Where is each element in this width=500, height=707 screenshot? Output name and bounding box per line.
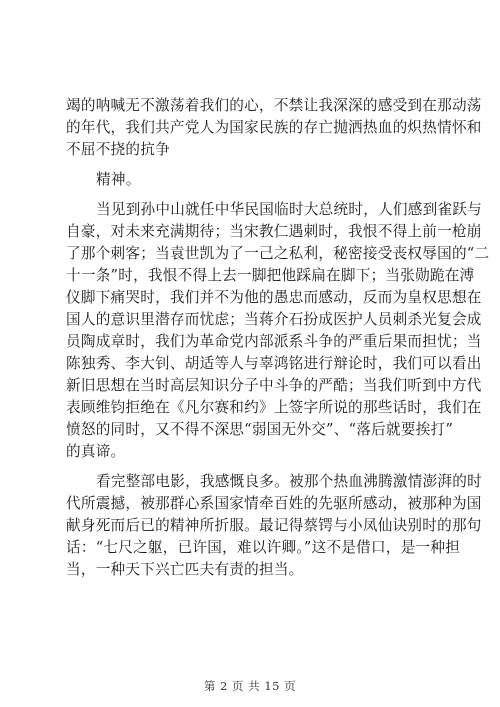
paragraph-1: [66, 95, 482, 161]
text-line: 的年代，我们共产党人为国家民族的存亡抛洒热血的炽热情怀和: [66, 119, 482, 136]
document-body: [66, 95, 490, 581]
text-line: 表顾维钧拒绝在《凡尔赛和约》上签字所说的那些话时，我们在: [66, 399, 482, 416]
text-line: 愤怒的同时，又不得不深思“弱国无外交”、“落后就要挨打”: [66, 421, 454, 438]
text-line: 仪脚下痛哭时，我们并不为他的愚忠而感动，反而为皇权思想在: [66, 289, 482, 306]
text-line: 话：“七尺之躯，已许国，难以许卿。”这不是借口，是一种担: [66, 539, 461, 556]
text-line: 员陶成章时，我们为革命党内部派系斗争的严重后果而担忧；当: [66, 333, 482, 350]
text-line: 精神。: [96, 171, 141, 188]
text-line: 自豪，对未来充满期待；当宋教仁遇刺时，我恨不得上前一枪崩: [66, 223, 482, 240]
paragraph-4: [66, 471, 482, 581]
paragraph-2: [66, 169, 440, 191]
text-line: 国人的意识里潜存而忧虑；当蒋介石扮成医护人员刺杀光复会成: [66, 311, 482, 328]
text-line: 代所震撼，被那群心系国家情牵百姓的先驱所感动，被那种为国: [66, 495, 482, 512]
text-line: 不屈不挠的抗争: [66, 141, 170, 158]
paragraph-3: [66, 199, 490, 463]
text-line: 当，一种天下兴亡匹夫有责的担当。: [66, 561, 304, 578]
text-line: 竭的呐喊无不激荡着我们的心，不禁让我深深的感受到在那动荡: [66, 97, 482, 114]
text-line: 了那个刺客；当袁世凯为了一己之私利，秘密接受丧权辱国的“二: [66, 245, 490, 262]
text-line: 当见到孙中山就任中华民国临时大总统时，人们感到雀跃与: [96, 201, 482, 218]
text-line: 新旧思想在当时高层知识分子中斗争的严酷；当我们听到中方代: [66, 377, 482, 394]
text-line: 看完整部电影，我感慨良多。被那个热血沸腾激情澎湃的时: [96, 473, 482, 490]
page-number-text: 第 2 页 共 15 页: [203, 679, 297, 693]
text-line: 献身死而后已的精神所折服。最记得蔡锷与小凤仙诀别时的那句: [66, 517, 482, 534]
page-footer: [0, 678, 500, 694]
text-line: 陈独秀、李大钊、胡适等人与辜鸿铭进行辩论时，我们可以看出: [66, 355, 482, 372]
text-line: 的真谛。: [66, 443, 126, 460]
text-line: 十一条”时，我恨不得上去一脚把他踩扁在脚下；当张勋跪在溥: [66, 267, 475, 284]
